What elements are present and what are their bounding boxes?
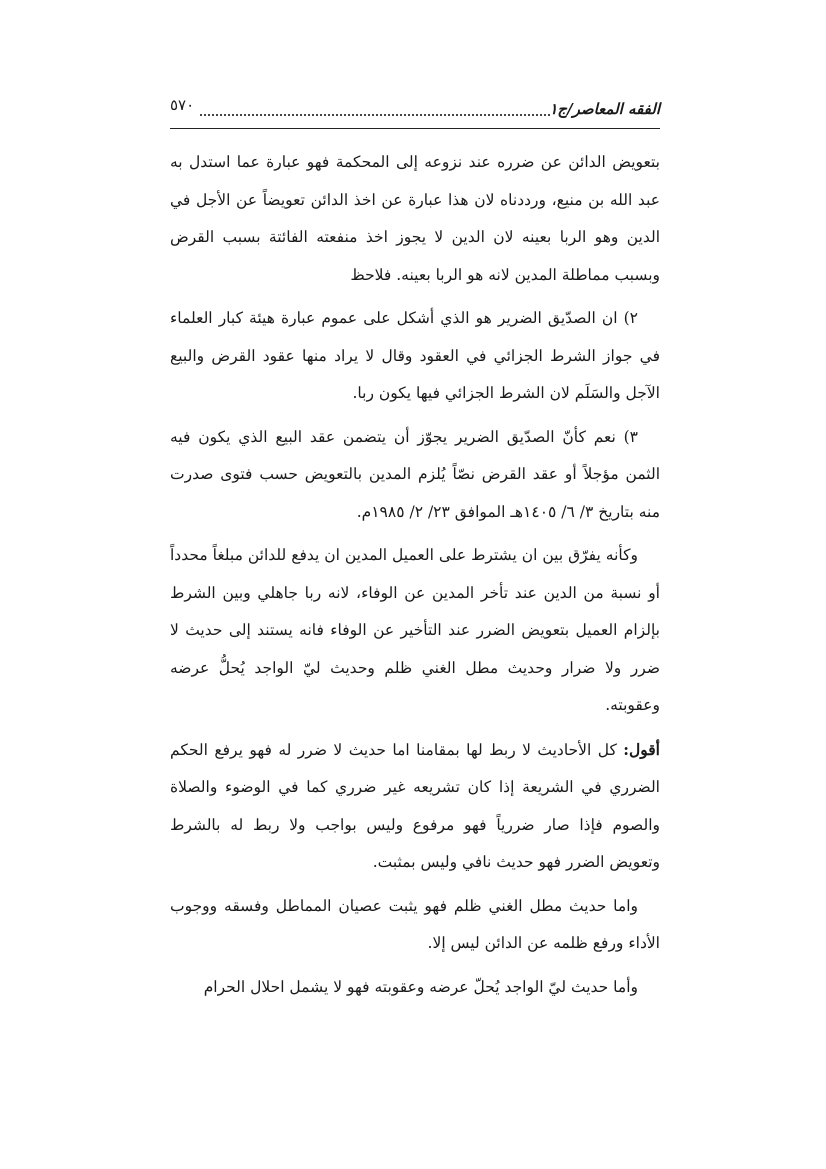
body-text [170,144,660,1006]
aqul-text: كل الأحاديث لا ربط لها بمقامنا اما حديث لا ضرر له فهو يرفع [214,740,624,759]
paragraph: وكأنه يفرّق بين ان يشترط على العميل المدين ان يدفع للدائن مبلغاً محدداً أو نسبة من الدين عند تأخر المدين عن الوفاء، لانه ربا جاهلي وبين الشرط بإلزام العميل بتعويض الضرر عند التأخير عن الوفاء فانه يستند إلى حديث لا ضرر ولا ضرار وحديث مطل الغني ظلم وحديث ليّ الواجد يُحلُّ عرضه وعقوبته. [170,546,660,714]
page-header [170,90,660,132]
header-rule [170,128,660,129]
book-title: الفقه المعاصر/ج١ [549,100,660,118]
paragraph: بتعويض الدائن عن ضرره عند نزوعه إلى المحكمة فهو عبارة عما استدل به عبد الله بن منيع، ورددناه لان هذا عبارة عن اخذ الدائن تعويضاً عن الأجل في الدين وهو الربا بعينه لان الدين لا يجوز اخذ منفعته الفائتة بسبب القرض وبسبب مماطلة المدين لانه هو الربا بعينه. فلاحظ [170,153,660,284]
paragraph-aqul [170,731,660,882]
paragraph: وأما حديث ليّ الواجد يُحلّ عرضه وعقوبته فهو لا يشمل احلال الحرام [203,977,638,996]
paragraph: ٣) نعم كأنّ الصدّيق الضرير يجوّز أن يتضمن عقد البيع الذي يكون فيه الثمن مؤجلاً أو عقد القرض نصّاً يُلزم المدين بالتعويض حسب فتوى صدرت منه بتاريخ ٣/ ٦/ ١٤٠٥هـ الموافق ٢٣/ ٢/ ١٩٨٥م. [170,427,660,521]
paragraph: ٢) ان الصدّيق الضرير هو الذي أشكل على عموم عبارة هيئة كبار العلماء في جواز الشرط الجزائي في العقود وقال لا يراد منها عقود القرض والبيع الآجل والسَلَم لان الشرط الجزائي فيها يكون ربا. [170,309,660,402]
aqul-lead: أقول: [623,739,660,759]
document-page [170,90,660,1110]
page-number: ٥٧٠ [170,96,195,114]
paragraph: واما حديث مطل الغني ظلم فهو يثبت عصيان المماطل وفسقه ووجوب الأداء ورفع ظلمه عن الدائن ليس إلا. [170,896,660,952]
header-dotted-leader [200,114,550,116]
aqul-continuation: الحكم الضرري في الشريعة إذا كان تشريعه غير ضرري كما في الوضوء والصلاة والصوم فإذا صار ضررياً فهو مرفوع وليس بواجب ولا ربط له بالشرط وتعويض الضرر فهو حديث نافي وليس بمثبت. [170,740,660,871]
